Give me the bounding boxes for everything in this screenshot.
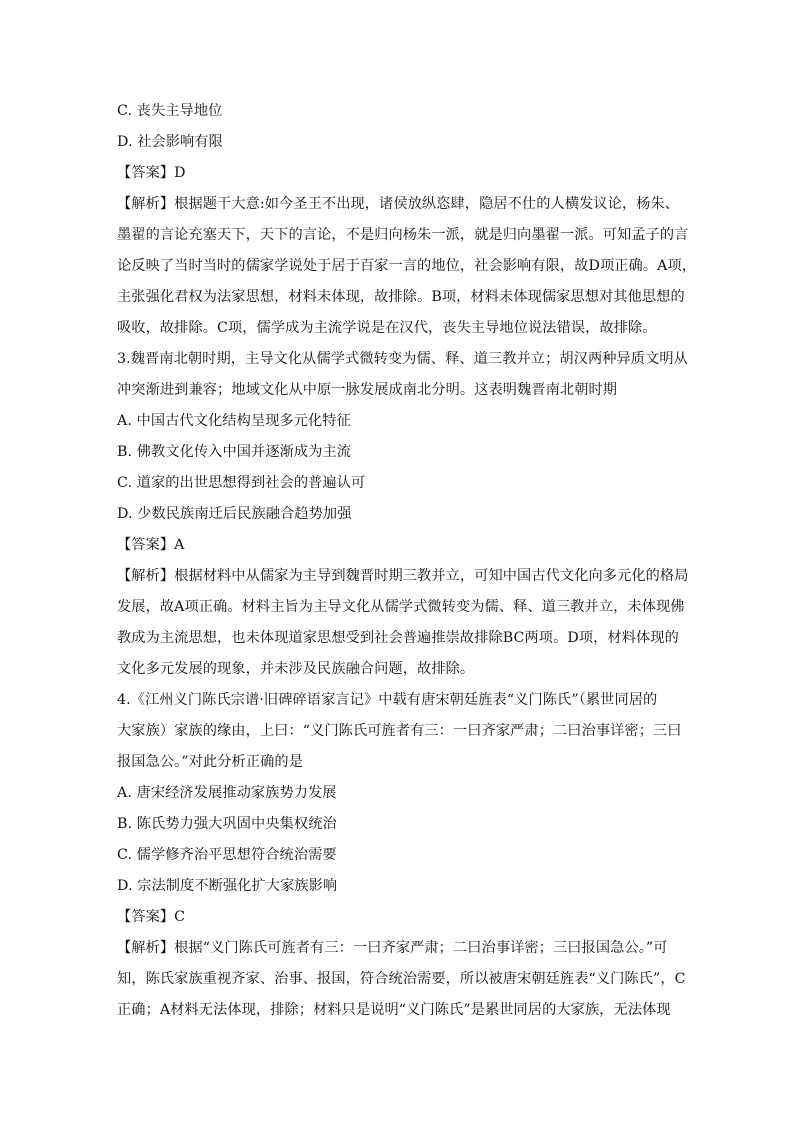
q4-answer: 【答案】C: [117, 909, 186, 925]
q4-option-c: C. 儒学修齐治平思想符合统治需要: [117, 847, 337, 863]
q3-stem-line-2: 冲突渐进到兼容；地域文化从中原一脉发展成南北分明。这表明魏晋南北朝时期: [117, 382, 618, 398]
q2-analysis-line-4: 主张强化君权为法家思想，材料未体现，故排除。B项，材料未体现儒家思想对其他思想的: [117, 289, 685, 305]
q2-answer: 【答案】D: [117, 165, 186, 181]
q2-analysis-line-2: 墨翟的言论充塞天下，天下的言论，不是归向杨朱一派，就是归向墨翟一派。可知孟子的言: [117, 227, 689, 243]
q2-option-c: C. 丧失主导地位: [117, 103, 223, 119]
q3-analysis-line-3: 教成为主流思想，也未体现道家思想受到社会普遍推崇故排除BC两项。D项，材料体现的: [117, 630, 679, 646]
q3-answer: 【答案】A: [117, 537, 185, 553]
q3-analysis-line-2: 发展，故A项正确。材料主旨为主导文化从儒学式微转变为儒、释、道三教并立，未体现佛: [117, 599, 685, 615]
q3-analysis-line-4: 文化多元发展的现象，并未涉及民族融合问题，故排除。: [117, 661, 475, 677]
q4-option-b: B. 陈氏势力强大巩固中央集权统治: [117, 816, 337, 832]
q4-option-d: D. 宗法制度不断强化扩大家族影响: [117, 878, 338, 894]
q2-option-d: D. 社会影响有限: [117, 134, 223, 150]
q4-stem-line-3: 报国急公。”对此分析正确的是: [117, 754, 303, 770]
q4-option-a: A. 唐宋经济发展推动家族势力发展: [117, 785, 337, 801]
q4-stem-line-1: 4.《江州义门陈氏宗谱·旧碑碎语家言记》中载有唐宋朝廷旌表“义门陈氏”（累世同居的: [117, 692, 658, 708]
q4-analysis-line-1: 【解析】根据“义门陈氏可旌者有三：一曰齐家严肃；二曰治事详密；三曰报国急公。”可: [117, 940, 668, 956]
q3-stem-line-1: 3.魏晋南北朝时期，主导文化从儒学式微转变为儒、释、道三教并立；胡汉两种异质文明从: [117, 351, 688, 367]
q3-analysis-line-1: 【解析】根据材料中从儒家为主导到魏晋时期三教并立，可知中国古代文化向多元化的格局: [117, 568, 689, 584]
q3-option-c: C. 道家的出世思想得到社会的普遍认可: [117, 475, 366, 491]
q4-stem-line-2: 大家族）家族的缘由，上曰：“义门陈氏可旌者有三：一曰齐家严肃；二曰治事详密；三曰: [117, 723, 682, 739]
q3-option-d: D. 少数民族南迁后民族融合趋势加强: [117, 506, 352, 522]
q2-analysis-line-5: 吸收，故排除。C项，儒学成为主流学说是在汉代，丧失主导地位说法错误，故排除。: [117, 320, 657, 336]
q4-analysis-line-3: 正确；A材料无法体现，排除；材料只是说明“义门陈氏”是累世同居的大家族，无法体现: [117, 1002, 671, 1018]
q2-analysis-line-3: 论反映了当时当时的儒家学说处于居于百家一言的地位，社会影响有限，故D项正确。A项，: [117, 258, 697, 274]
document-page: [117, 96, 697, 1026]
q4-analysis-line-2: 知，陈氏家族重视齐家、治事、报国，符合统治需要，所以被唐宋朝廷旌表“义门陈氏”，C: [117, 971, 686, 987]
q3-option-a: A. 中国古代文化结构呈现多元化特征: [117, 413, 351, 429]
q3-option-b: B. 佛教文化传入中国并逐渐成为主流: [117, 444, 352, 460]
q2-analysis-line-1: 【解析】根据题干大意:如今圣王不出现，诸侯放纵恣肆，隐居不仕的人横发议论，杨朱、: [117, 196, 680, 212]
